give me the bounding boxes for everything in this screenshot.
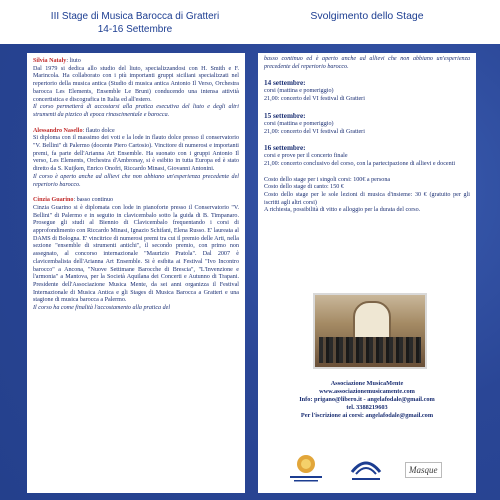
header-bar xyxy=(0,0,500,44)
teacher-bio: Dal 1979 si dedica allo studio del liuto, specializzandosi con H. Smith e F. Marincola. Ha collaborato con i più importanti gruppi siciliani specializzati nel repertorio della musica antica (Studio di musica antica Antonio Il Verso, Orchestra barocca Les Elements, Ensemble Le Bruni) conducendo una intensa attività concertistica e discografica in Italia ed all'estero. xyxy=(33,65,239,103)
teacher-role: : flauto dolce xyxy=(82,127,115,134)
teacher-bio: Si diploma con il massimo dei voti e la lode in flauto dolce presso il conservatorio "V. Bellini" di Palermo (docente Piero Cartosio). Vincitore di numerosi e importanti premi, fa parte dell'Arianna Art Ensemble. Ha suonato con i gruppi Antonio Il verso, Les Elements, Orchestra d'Ambronay, si è esibito in tutta Europa ed è stato diretto da S. Kuijken, Enrico Onofri, Riccardo Minasi, Giovanni Antonini. xyxy=(33,135,239,173)
teacher-block-lute xyxy=(33,58,239,104)
phone-number: tel. 3388219603 xyxy=(346,404,388,411)
teachers-panel xyxy=(27,53,245,493)
stage-title xyxy=(30,10,240,36)
teacher-role: : liuto xyxy=(66,58,81,64)
schedule-panel xyxy=(258,53,476,493)
cost-line: Costo dello stage per le sole lezioni di musica d'insieme: 30 € (gratuito per gli iscritti agli altri corsi) xyxy=(264,192,470,206)
day-title: 16 settembre: xyxy=(264,144,306,153)
day-title: 14 settembre: xyxy=(264,79,306,88)
masque-logo xyxy=(403,452,449,486)
day-item: corsi (mattina e pomeriggio) xyxy=(264,120,334,127)
day-item: 21,00: concerto del VI festival di Gratteri xyxy=(264,128,365,135)
continuation-text: basso continuo ed è aperto anche ad allievi che non abbiano un'esperienza precedente del repertorio barocco. xyxy=(264,56,470,70)
cost-line: Costo dello stage per i singoli corsi: 100€ a persona xyxy=(264,176,391,183)
teacher-bio: Cinzia Guarino si è diplomata con lode in pianoforte presso il Conservatorio "V. Bellini" di Palermo e in seguito in clavicembalo sotto la guida di B. Timpanaro. Prosegue gli studi al Biennio di Clavicembalo frequentando i corsi di approfondimento con Riccardo Minasi, Ignazio Schifani, Elena Russo. E' laureata al DAMS di Bologna. E' vincitrice di numerosi premi tra cui il premio delle Arti, nella sezione "ensemble di strumenti antichi", il secondo premio, con primo non assegnato, al concorso internazionale "Maurizio Pratola". Dal 2007 è clavicembalista dell'Arianna Art Ensemble. Si è esibita ai Festival "Ivo Incontro barocco" a Ancona, "Nuove Settimane Barocche di Brescia", "L'Invenzione e l'armonia" a Mantova, per la Società Aquilana dei Concerti e Autunno di Trapani. Presidente dell'Associazione Musica Mente, da sei anni organizza il Festival Internazionale di Musica Antica e gli Stages di Musica Barocca a Gratteri e una stagione di musica barocca a Palermo. xyxy=(33,204,239,304)
teacher-name: Alessandro Nasello xyxy=(33,127,83,134)
stage-dates: 14-16 Settembre xyxy=(97,24,173,35)
course-note: Il corso permetterà di accostarsi alla pratica esecutiva del liuto e degli altri strumenti da pizzico di epoca rinascimentale e barocca. xyxy=(33,104,239,118)
confindustria-logo xyxy=(346,452,386,486)
teacher-block-flute xyxy=(33,128,239,174)
day-item: 21,00: concerto conclusivo del corso, con la partecipazione di allievi e docenti xyxy=(264,160,456,167)
teacher-role: : basso continuo xyxy=(73,197,114,204)
schedule-title: Svolgimento dello Stage xyxy=(310,10,424,22)
course-note: Il corso è aperto anche ad allievi che non abbiano un'esperienza precedente del repertorio barocco. xyxy=(33,173,239,188)
masque-logo-text: Masque xyxy=(405,462,442,478)
day-title: 15 settembre: xyxy=(264,111,306,120)
day-item: corsi e prove per il concerto finale xyxy=(264,153,348,160)
cost-line: A richiesta, possibilità di vitto e alloggio per la durata del corso. xyxy=(264,207,421,214)
teacher-name: Cinzia Guarino xyxy=(33,197,74,204)
website-link[interactable]: www.associazionemusicamente.com xyxy=(319,388,415,395)
day-item: corsi (mattina e pomeriggio) xyxy=(264,88,334,95)
stage-title-line1: III Stage di Musica Barocca di Gratteri xyxy=(50,11,220,22)
day-item: 21,00: concerto del VI festival di Gratteri xyxy=(264,96,365,103)
course-note: Il corso ha come finalità l'accostamento alla pratica del xyxy=(33,305,171,312)
teacher-block-continuo xyxy=(33,197,239,305)
contact-block xyxy=(258,380,476,420)
sponsor-logos xyxy=(258,448,476,490)
association-name: Associazione MusicaMente xyxy=(330,380,404,387)
festival-logo xyxy=(286,452,326,486)
ensemble-photo xyxy=(313,293,427,369)
info-email[interactable]: Info: prigano@libero.it - angelafodale@gmail.com xyxy=(299,396,435,403)
cost-line: Costo dello stage di canto: 150 € xyxy=(264,184,344,191)
signup-email[interactable]: Per l'iscrizione ai corsi: angelafodale@gmail.com xyxy=(300,412,434,419)
teacher-name: Silvia Nataly xyxy=(33,58,67,64)
